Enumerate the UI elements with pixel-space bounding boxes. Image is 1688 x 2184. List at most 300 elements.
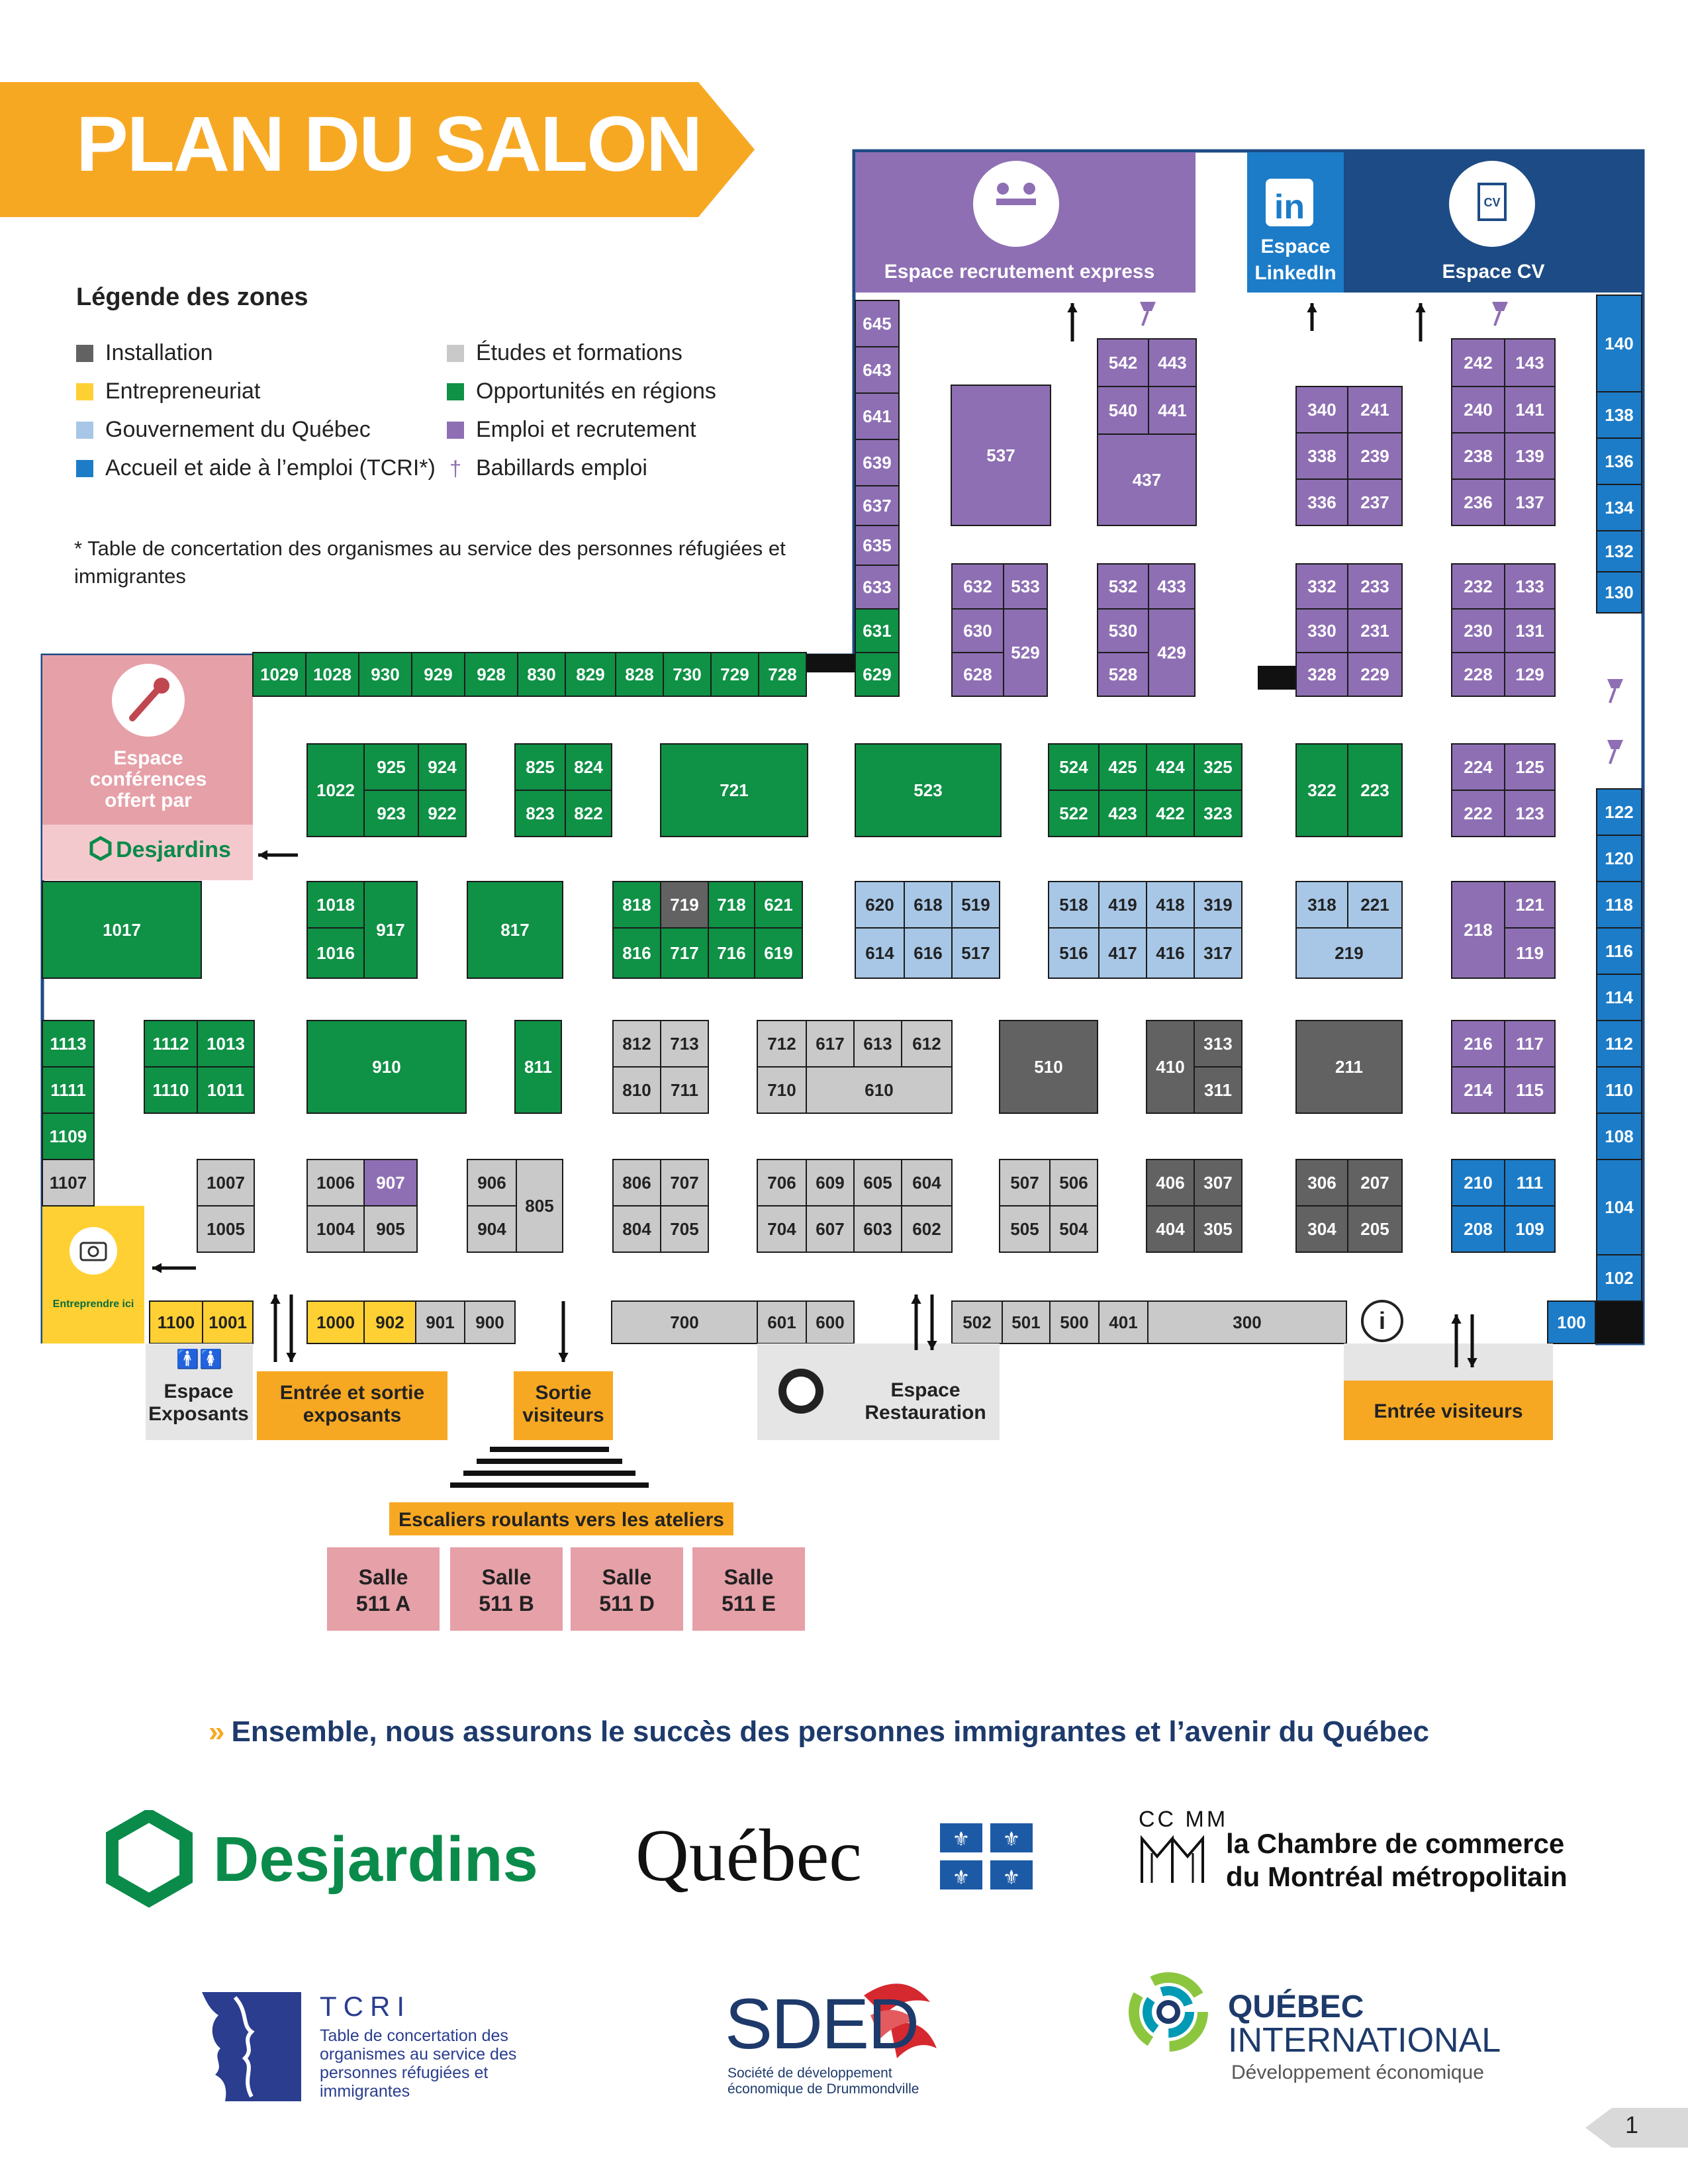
- booth-518[interactable]: [1049, 882, 1099, 928]
- booth-306[interactable]: [1296, 1160, 1348, 1206]
- booth-713[interactable]: [661, 1021, 708, 1067]
- booth-637[interactable]: [855, 486, 899, 525]
- booth-205[interactable]: [1348, 1206, 1402, 1252]
- booth-338[interactable]: [1296, 433, 1348, 479]
- booth-533[interactable]: [1004, 564, 1047, 609]
- booth-902[interactable]: [364, 1301, 416, 1343]
- booth-number: 533: [1011, 576, 1040, 596]
- booth-537[interactable]: [951, 385, 1051, 525]
- booth-1011[interactable]: [197, 1067, 254, 1113]
- booth-930[interactable]: [359, 653, 412, 696]
- booth-number: 1004: [316, 1219, 355, 1239]
- person-shape: [997, 183, 1009, 195]
- booth-905[interactable]: [364, 1206, 417, 1252]
- booth-number: 418: [1156, 895, 1185, 915]
- booth-number: 641: [863, 406, 892, 426]
- booth-120[interactable]: [1597, 835, 1642, 882]
- booth-311[interactable]: [1194, 1067, 1242, 1113]
- booth-number: 231: [1360, 621, 1389, 641]
- booth-number: 806: [622, 1173, 651, 1193]
- booth-812[interactable]: [613, 1021, 661, 1067]
- booth-433[interactable]: [1149, 564, 1195, 609]
- booth-600[interactable]: [806, 1301, 854, 1343]
- booth-number: 713: [670, 1034, 699, 1054]
- entree-exposants-label: Entrée et sortie: [279, 1382, 425, 1404]
- booth-238[interactable]: [1452, 433, 1505, 479]
- booth-604[interactable]: [902, 1160, 952, 1206]
- booth-108[interactable]: [1597, 1113, 1642, 1160]
- conferences-label: offert par: [105, 790, 192, 811]
- booth-711[interactable]: [661, 1067, 708, 1113]
- booth-1022[interactable]: [307, 744, 364, 837]
- booth-910[interactable]: [307, 1021, 466, 1113]
- booth-1016[interactable]: [307, 928, 364, 978]
- booth-104[interactable]: [1597, 1160, 1642, 1255]
- booth-618[interactable]: [904, 882, 952, 928]
- booth-number: 830: [527, 664, 556, 684]
- booth-number: 631: [863, 621, 892, 641]
- booth-229[interactable]: [1348, 653, 1402, 696]
- booth-211[interactable]: [1296, 1021, 1402, 1113]
- booth-719[interactable]: [661, 882, 708, 928]
- booth-305[interactable]: [1194, 1206, 1242, 1252]
- person-shape: [1023, 183, 1035, 195]
- booth-number: 716: [717, 943, 746, 963]
- booth-number: 633: [863, 577, 892, 597]
- booth-401[interactable]: [1099, 1301, 1148, 1343]
- booth-100[interactable]: [1548, 1301, 1595, 1343]
- booth-216[interactable]: [1452, 1021, 1505, 1067]
- booth-122[interactable]: [1597, 789, 1642, 835]
- booth-number: 233: [1360, 576, 1389, 596]
- booth-number: 330: [1307, 621, 1336, 641]
- booth-628[interactable]: [952, 653, 1004, 696]
- booth-825[interactable]: [515, 744, 565, 790]
- booth-number: 416: [1156, 943, 1185, 963]
- booth-131[interactable]: [1505, 609, 1555, 653]
- pushpin-icon: [1607, 679, 1623, 703]
- booth-717[interactable]: [661, 928, 708, 978]
- booth-214[interactable]: [1452, 1067, 1505, 1113]
- booth-number: 528: [1108, 664, 1138, 684]
- booth-629[interactable]: [855, 653, 899, 696]
- booth-208[interactable]: [1452, 1206, 1505, 1252]
- booth-number: 618: [914, 895, 943, 915]
- booth-318[interactable]: [1296, 882, 1348, 928]
- booth-137[interactable]: [1505, 479, 1555, 525]
- booth-817[interactable]: [467, 882, 563, 978]
- booth-621[interactable]: [755, 882, 802, 928]
- booth-304[interactable]: [1296, 1206, 1348, 1252]
- booth-925[interactable]: [364, 744, 418, 790]
- booth-500[interactable]: [1050, 1301, 1099, 1343]
- booth-443[interactable]: [1149, 339, 1196, 387]
- booth-1111[interactable]: [42, 1067, 94, 1113]
- booth-822[interactable]: [565, 790, 612, 837]
- booth-614[interactable]: [855, 928, 904, 978]
- booth-603[interactable]: [854, 1206, 902, 1252]
- booth-116[interactable]: [1597, 928, 1642, 974]
- booth-716[interactable]: [708, 928, 755, 978]
- booth-928[interactable]: [465, 653, 518, 696]
- booth-917[interactable]: [364, 882, 417, 978]
- booth-730[interactable]: [663, 653, 711, 696]
- booth-507[interactable]: [1000, 1160, 1050, 1206]
- booth-125[interactable]: [1505, 744, 1555, 790]
- booth-330[interactable]: [1296, 609, 1348, 653]
- booth-704[interactable]: [757, 1206, 806, 1252]
- booth-number: 816: [622, 943, 651, 963]
- booth-number: 717: [670, 943, 699, 963]
- booth-number: 437: [1132, 470, 1162, 490]
- booth-118[interactable]: [1597, 882, 1642, 928]
- booth-425[interactable]: [1099, 744, 1147, 790]
- booth-631[interactable]: [855, 609, 899, 653]
- booth-112[interactable]: [1597, 1021, 1642, 1067]
- booth-number: 522: [1059, 803, 1088, 823]
- booth-223[interactable]: [1348, 744, 1402, 837]
- booth-502[interactable]: [952, 1301, 1002, 1343]
- booth-441[interactable]: [1149, 387, 1196, 434]
- booth-336[interactable]: [1296, 479, 1348, 525]
- booth-231[interactable]: [1348, 609, 1402, 653]
- pushpin-icon: [1492, 302, 1508, 326]
- booth-307[interactable]: [1194, 1160, 1242, 1206]
- booth-239[interactable]: [1348, 433, 1402, 479]
- booth-236[interactable]: [1452, 479, 1505, 525]
- booth-530[interactable]: [1098, 609, 1149, 653]
- booth-613[interactable]: [854, 1021, 902, 1067]
- booth-141[interactable]: [1505, 387, 1555, 433]
- sortie-visiteurs-label: visiteurs: [522, 1404, 604, 1426]
- booth-904[interactable]: [467, 1206, 516, 1252]
- booth-818[interactable]: [613, 882, 661, 928]
- booth-700[interactable]: [612, 1301, 757, 1343]
- booth-710[interactable]: [757, 1067, 806, 1113]
- booth-828[interactable]: [616, 653, 663, 696]
- chevron-icon: »: [209, 1715, 225, 1748]
- booth-707[interactable]: [661, 1160, 708, 1206]
- booth-501[interactable]: [1002, 1301, 1050, 1343]
- booth-824[interactable]: [565, 744, 612, 790]
- booth-706[interactable]: [757, 1160, 806, 1206]
- booth-633[interactable]: [855, 565, 899, 609]
- arrow-head: [270, 1295, 280, 1304]
- booth-232[interactable]: [1452, 564, 1505, 609]
- booth-139[interactable]: [1505, 433, 1555, 479]
- booth-616[interactable]: [904, 928, 952, 978]
- booth-641[interactable]: [855, 393, 899, 439]
- booth-number: 711: [671, 1080, 698, 1100]
- salle-1[interactable]: [327, 1547, 440, 1631]
- booth-619[interactable]: [755, 928, 802, 978]
- booth-529[interactable]: [1004, 609, 1047, 696]
- booth-number: 132: [1605, 541, 1634, 561]
- booth-643[interactable]: [855, 347, 899, 393]
- booth-233[interactable]: [1348, 564, 1402, 609]
- booth-900[interactable]: [465, 1301, 515, 1343]
- booth-237[interactable]: [1348, 479, 1402, 525]
- booth-829[interactable]: [565, 653, 616, 696]
- qi-line2: INTERNATIONAL: [1228, 2021, 1501, 2060]
- booth-322[interactable]: [1296, 744, 1348, 837]
- booth-924[interactable]: [418, 744, 466, 790]
- booth-number: 929: [424, 664, 453, 684]
- quebec-wordmark: Québec: [635, 1815, 863, 1897]
- salle-label: Salle: [358, 1565, 408, 1589]
- booth-110[interactable]: [1597, 1067, 1642, 1113]
- booth-718[interactable]: [708, 882, 755, 928]
- booth-number: 604: [912, 1173, 941, 1193]
- booth-241[interactable]: [1348, 387, 1402, 433]
- booth-519[interactable]: [952, 882, 1000, 928]
- booth-632[interactable]: [952, 564, 1004, 609]
- salle-box[interactable]: [450, 1547, 563, 1631]
- booth-410[interactable]: [1147, 1021, 1194, 1113]
- booth-number: 812: [622, 1034, 651, 1054]
- salle-3[interactable]: [571, 1547, 683, 1631]
- booth-number: 136: [1605, 451, 1634, 471]
- booth-630[interactable]: [952, 609, 1004, 653]
- booth-1006[interactable]: [307, 1160, 364, 1206]
- conferences-label: conférences: [89, 768, 207, 790]
- booth-109[interactable]: [1505, 1206, 1555, 1252]
- booth-number: 323: [1203, 803, 1233, 823]
- booth-635[interactable]: [855, 525, 899, 565]
- salle-box[interactable]: [692, 1547, 805, 1631]
- booth-340[interactable]: [1296, 387, 1348, 433]
- booth-119[interactable]: [1505, 928, 1555, 978]
- escaliers-label: Escaliers roulants vers les ateliers: [399, 1509, 724, 1531]
- booth-729[interactable]: [711, 653, 759, 696]
- booth-417[interactable]: [1099, 928, 1147, 978]
- booth-1004[interactable]: [307, 1206, 364, 1252]
- booth-811[interactable]: [515, 1021, 561, 1113]
- booth-332[interactable]: [1296, 564, 1348, 609]
- booth-810[interactable]: [613, 1067, 661, 1113]
- booth-1110[interactable]: [144, 1067, 197, 1113]
- booth-number: 117: [1516, 1034, 1544, 1054]
- booth-505[interactable]: [1000, 1206, 1050, 1252]
- booth-121[interactable]: [1505, 882, 1555, 928]
- booth-418[interactable]: [1147, 882, 1194, 928]
- booth-609[interactable]: [806, 1160, 854, 1206]
- booth-830[interactable]: [518, 653, 565, 696]
- booth-1107[interactable]: [42, 1160, 94, 1206]
- booth-524[interactable]: [1049, 744, 1099, 790]
- salle-box[interactable]: [571, 1547, 683, 1631]
- booth-number: 319: [1203, 895, 1233, 915]
- booth-721[interactable]: [661, 744, 808, 837]
- booth-804[interactable]: [613, 1206, 661, 1252]
- booth-712[interactable]: [757, 1021, 806, 1067]
- booth-number: 228: [1464, 664, 1493, 684]
- booth-424[interactable]: [1147, 744, 1194, 790]
- booth-number: 332: [1307, 576, 1336, 596]
- legend-label: Emploi et recrutement: [476, 417, 696, 442]
- booth-901[interactable]: [416, 1301, 465, 1343]
- booth-230[interactable]: [1452, 609, 1505, 653]
- booth-422[interactable]: [1147, 790, 1194, 837]
- booth-number: 109: [1515, 1219, 1544, 1239]
- booth-728[interactable]: [759, 653, 806, 696]
- booth-138[interactable]: [1597, 392, 1642, 438]
- booth-429[interactable]: [1149, 609, 1195, 696]
- booth-number: 125: [1515, 757, 1544, 777]
- booth-115[interactable]: [1505, 1067, 1555, 1113]
- booth-617[interactable]: [806, 1021, 854, 1067]
- booth-929[interactable]: [412, 653, 465, 696]
- booth-313[interactable]: [1194, 1021, 1242, 1067]
- booth-607[interactable]: [806, 1206, 854, 1252]
- booth-705[interactable]: [661, 1206, 708, 1252]
- booth-528[interactable]: [1098, 653, 1149, 696]
- booth-1028[interactable]: [306, 653, 359, 696]
- booth-506[interactable]: [1050, 1160, 1098, 1206]
- salle-4[interactable]: [692, 1547, 805, 1631]
- booth-number: 214: [1464, 1080, 1493, 1100]
- booth-117[interactable]: [1505, 1021, 1555, 1067]
- booth-645[interactable]: [855, 300, 899, 347]
- booth-140[interactable]: [1597, 295, 1642, 392]
- salle-label: 511 D: [599, 1592, 655, 1615]
- booth-224[interactable]: [1452, 744, 1505, 790]
- booth-111[interactable]: [1505, 1160, 1555, 1206]
- booth-219[interactable]: [1296, 928, 1402, 978]
- booth-114[interactable]: [1597, 974, 1642, 1021]
- booth-133[interactable]: [1505, 564, 1555, 609]
- booth-number: 410: [1156, 1057, 1185, 1077]
- booth-242[interactable]: [1452, 339, 1505, 387]
- booth-816[interactable]: [613, 928, 661, 978]
- booth-221[interactable]: [1348, 882, 1402, 928]
- booth-number: 313: [1203, 1034, 1233, 1054]
- booth-1029[interactable]: [253, 653, 306, 696]
- booth-1001[interactable]: [203, 1301, 253, 1343]
- booth-437[interactable]: [1098, 434, 1196, 525]
- booth-517[interactable]: [952, 928, 1000, 978]
- booth-317[interactable]: [1194, 928, 1242, 978]
- booth-134[interactable]: [1597, 484, 1642, 531]
- linkedin-label: Espace: [1260, 236, 1331, 257]
- booth-number: 710: [767, 1080, 796, 1100]
- booth-143[interactable]: [1505, 339, 1555, 387]
- cv-glyph: CV: [1483, 196, 1501, 209]
- booth-406[interactable]: [1147, 1160, 1194, 1206]
- booth-1005[interactable]: [197, 1206, 254, 1252]
- booth-number: 910: [372, 1057, 401, 1077]
- table-shape: [996, 199, 1036, 205]
- booth-1112[interactable]: [144, 1021, 197, 1067]
- booth-number: 637: [863, 496, 892, 516]
- booth-1013[interactable]: [197, 1021, 254, 1067]
- booth-601[interactable]: [757, 1301, 806, 1343]
- booth-123[interactable]: [1505, 790, 1555, 837]
- booth-1017[interactable]: [42, 882, 201, 978]
- booth-129[interactable]: [1505, 653, 1555, 696]
- booth-540[interactable]: [1098, 387, 1149, 434]
- booth-605[interactable]: [854, 1160, 902, 1206]
- booth-319[interactable]: [1194, 882, 1242, 928]
- booth-number: 232: [1464, 576, 1493, 596]
- booth-639[interactable]: [855, 439, 899, 486]
- booth-542[interactable]: [1098, 339, 1149, 387]
- booth-504[interactable]: [1050, 1206, 1098, 1252]
- booth-610[interactable]: [806, 1067, 952, 1113]
- ccmm-initials: CC MM: [1139, 1807, 1229, 1832]
- salle-box[interactable]: [327, 1547, 440, 1631]
- booth-130[interactable]: [1597, 572, 1642, 613]
- booth-1109[interactable]: [42, 1113, 94, 1160]
- wall-block: [1595, 1301, 1643, 1343]
- booth-419[interactable]: [1099, 882, 1147, 928]
- booth-823[interactable]: [515, 790, 565, 837]
- booth-906[interactable]: [467, 1160, 516, 1206]
- booth-number: 1109: [49, 1126, 87, 1146]
- booth-1000[interactable]: [307, 1301, 364, 1343]
- booth-328[interactable]: [1296, 653, 1348, 696]
- booth-510[interactable]: [1000, 1021, 1098, 1113]
- booth-207[interactable]: [1348, 1160, 1402, 1206]
- booth-136[interactable]: [1597, 438, 1642, 484]
- booth-620[interactable]: [855, 882, 904, 928]
- booth-number: 532: [1108, 576, 1138, 596]
- sortie-visiteurs-label: Sortie: [535, 1382, 592, 1404]
- booth-1113[interactable]: [42, 1021, 94, 1067]
- booth-602[interactable]: [902, 1206, 952, 1252]
- booth-222[interactable]: [1452, 790, 1505, 837]
- booth-922[interactable]: [418, 790, 466, 837]
- booth-1018[interactable]: [307, 882, 364, 928]
- booth-923[interactable]: [364, 790, 418, 837]
- ccmm-line1: la Chambre de commerce: [1226, 1828, 1565, 1859]
- booth-523[interactable]: [855, 744, 1001, 837]
- booth-907[interactable]: [364, 1160, 417, 1206]
- booth-522[interactable]: [1049, 790, 1099, 837]
- booth-218[interactable]: [1452, 882, 1505, 978]
- booth-number: 823: [526, 803, 555, 823]
- booth-806[interactable]: [613, 1160, 661, 1206]
- booth-number: 619: [764, 943, 793, 963]
- wall-block: [806, 654, 855, 672]
- booth-1007[interactable]: [197, 1160, 254, 1206]
- booth-325[interactable]: [1194, 744, 1242, 790]
- booth-228[interactable]: [1452, 653, 1505, 696]
- stair-step: [477, 1459, 622, 1464]
- booth-516[interactable]: [1049, 928, 1099, 978]
- booth-805[interactable]: [516, 1160, 563, 1252]
- booth-532[interactable]: [1098, 564, 1149, 609]
- booth-416[interactable]: [1147, 928, 1194, 978]
- booth-number: 718: [717, 895, 746, 915]
- booth-1100[interactable]: [150, 1301, 203, 1343]
- booth-number: 504: [1059, 1219, 1088, 1239]
- booth-number: 529: [1011, 643, 1040, 662]
- booth-323[interactable]: [1194, 790, 1242, 837]
- booth-404[interactable]: [1147, 1206, 1194, 1252]
- booth-240[interactable]: [1452, 387, 1505, 433]
- booth-300[interactable]: [1148, 1301, 1346, 1343]
- tcri-wordmark: TCRI: [320, 1991, 411, 2022]
- booth-612[interactable]: [902, 1021, 952, 1067]
- tcri-logo: [202, 1985, 517, 2108]
- booth-423[interactable]: [1099, 790, 1147, 837]
- booth-102[interactable]: [1597, 1255, 1642, 1301]
- booth-132[interactable]: [1597, 531, 1642, 572]
- salle-2[interactable]: [450, 1547, 563, 1631]
- booth-number: 300: [1233, 1312, 1262, 1332]
- booth-210[interactable]: [1452, 1160, 1505, 1206]
